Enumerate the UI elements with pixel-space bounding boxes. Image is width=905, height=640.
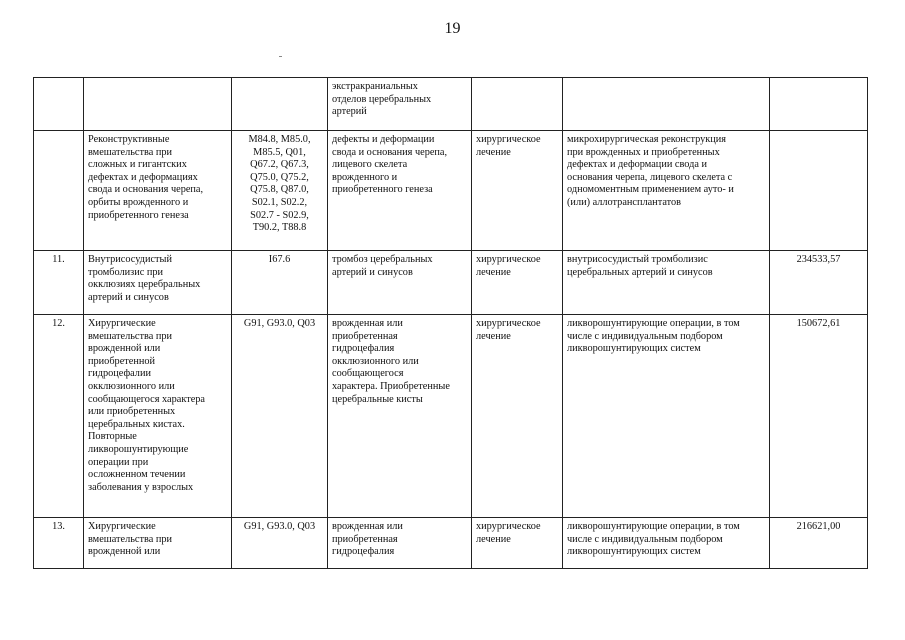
cell-text-line: приобретенной (88, 355, 156, 367)
cell-text-line: дефектах и деформациях (88, 171, 198, 183)
table-row (34, 315, 868, 518)
cost-cell (770, 518, 868, 569)
cost-cell (770, 131, 868, 251)
cell-text: 12. (52, 318, 65, 329)
cell-text-line: T90.2, T88.8 (252, 222, 307, 234)
cell-text-line: церебральных артерий и синусов (567, 266, 713, 278)
treatment-type-cell (472, 315, 563, 518)
cell-text-line: вмешательства при (88, 533, 173, 545)
cell-text-line: G91, G93.0, Q03 (243, 318, 316, 329)
cell-text-line: лечение (476, 146, 511, 158)
treatment-type-cell (472, 131, 563, 251)
cell-text-line: заболевания у взрослых (88, 481, 194, 493)
treatment-method-cell (563, 518, 770, 569)
cell-text-line: при врожденных и приобретенных (567, 146, 720, 158)
cell-text: 13. (52, 521, 65, 532)
cell-text-line: окклюзионного или (88, 380, 175, 392)
cell-text-line: I67.6 (268, 254, 291, 265)
row-number-cell (34, 78, 84, 131)
table-row (34, 78, 868, 131)
cell-text-line: артерий (332, 106, 367, 118)
treatment-type-cell (472, 78, 563, 131)
cell-text-line: хирургическое (476, 318, 541, 329)
table-body (34, 78, 868, 569)
cell-text-line: G91, G93.0, Q03 (243, 521, 316, 532)
cell-text-line: тромбоз церебральных (332, 254, 433, 265)
cell-text-line: основания черепа, лицевого скелета с (567, 171, 733, 183)
treatment-type-cell (472, 251, 563, 315)
cell-text-line: Внутрисосудистый (88, 254, 172, 265)
cell-text-line: ликворошунтирующие операции, в том (567, 318, 740, 329)
table-row (34, 251, 868, 315)
table-row (34, 518, 868, 569)
cost-cell (770, 315, 868, 518)
cell-text: 234533,57 (796, 254, 841, 265)
cell-text-line: сообщающегося характера (88, 393, 206, 405)
cell-text-line: (или) аллотрансплантатов (567, 196, 681, 208)
cell-text-line: экстракраниальных (332, 81, 418, 92)
cell-text-line: вмешательства при (88, 146, 173, 158)
cell-text-line: дефекты и деформации (332, 134, 435, 145)
treatment-method-cell (563, 315, 770, 518)
treatment-method-cell (563, 78, 770, 131)
cell-text: 11. (52, 254, 65, 265)
cell-text: 216621,00 (796, 521, 841, 532)
cell-text-line: внутрисосудистый тромболизис (567, 254, 708, 265)
treatment-method-cell (563, 131, 770, 251)
cell-text-line: гидроцефалии (88, 368, 151, 380)
cell-text-line: орбиты врожденного и (88, 196, 189, 208)
cell-text-line: ликворошунтирующие (88, 443, 189, 455)
cell-text-line: артерий и синусов (88, 291, 169, 303)
icd-codes-cell (232, 78, 328, 131)
cell-text-line: S02.7 - S02.9, (250, 209, 309, 221)
cell-text-line: врожденная или (332, 521, 403, 532)
cell-text-line: Q75.0, Q75.2, (250, 171, 309, 183)
patient-model-cell (328, 131, 472, 251)
cell-text-line: или приобретенных (88, 406, 176, 418)
cell-text-line: свода и основания черепа, (332, 146, 448, 158)
cell-text-line: микрохирургическая реконструкция (567, 134, 727, 145)
patient-model-cell (328, 251, 472, 315)
cell-text-line: врожденная или (332, 318, 403, 329)
cell-text-line: характера. Приобретенные (332, 380, 450, 392)
row-number-cell (34, 315, 84, 518)
patient-model-cell (328, 315, 472, 518)
icd-codes-cell (232, 251, 328, 315)
cell-text-line: Реконструктивные (88, 134, 170, 145)
cell-text-line: окклюзионного или (332, 355, 419, 367)
medical-care-table (33, 77, 868, 569)
scan-mark (279, 56, 282, 57)
cell-text-line: Хирургические (88, 521, 156, 532)
row-number-cell (34, 251, 84, 315)
table-row (34, 131, 868, 251)
cell-text-line: лицевого скелета (332, 159, 408, 171)
cell-text-line: лечение (476, 330, 511, 342)
row-number-cell (34, 131, 84, 251)
cell-text-line: хирургическое (476, 134, 541, 145)
intervention-name-cell (84, 315, 232, 518)
icd-codes-cell (232, 518, 328, 569)
cell-text-line: ликворошунтирующих систем (567, 546, 701, 558)
cell-text-line: тромболизис при (88, 266, 164, 278)
page-number: 19 (444, 20, 461, 37)
cell-text-line: осложненном течении (88, 469, 186, 481)
cell-text-line: S02.1, S02.2, (251, 196, 308, 208)
cell-text-line: Q75.8, Q87.0, (250, 184, 309, 196)
cell-text-line: хирургическое (476, 254, 541, 265)
cell-text-line: гидроцефалия (332, 546, 395, 558)
cell-text-line: окклюзиях церебральных (88, 279, 201, 291)
cell-text-line: приобретенного генеза (88, 209, 189, 221)
cell-text-line: врожденной или (88, 546, 161, 558)
cell-text-line: M85.5, Q01, (253, 146, 306, 158)
cost-cell (770, 78, 868, 131)
cell-text: 150672,61 (796, 318, 841, 329)
cell-text-line: артерий и синусов (332, 266, 413, 278)
cell-text-line: числе с индивидуальным подбором (567, 533, 723, 545)
treatment-type-cell (472, 518, 563, 569)
cost-cell (770, 251, 868, 315)
cell-text-line: Q67.2, Q67.3, (250, 159, 309, 171)
cell-text-line: приобретенная (332, 330, 398, 342)
cell-text-line: Хирургические (88, 318, 156, 329)
cell-text-line: Повторные (88, 431, 137, 443)
intervention-name-cell (84, 518, 232, 569)
cell-text-line: вмешательства при (88, 330, 173, 342)
cell-text-line: церебральных кистах. (88, 418, 185, 430)
cell-text-line: одномоментным применением ауто- и (567, 184, 734, 196)
cell-text-line: лечение (476, 266, 511, 278)
row-number-cell (34, 518, 84, 569)
cell-text-line: хирургическое (476, 521, 541, 532)
cell-text-line: свода и основания черепа, (88, 184, 204, 196)
intervention-name-cell (84, 131, 232, 251)
cell-text-line: дефектах и деформации свода и (567, 159, 708, 171)
cell-text-line: гидроцефалия (332, 343, 395, 355)
cell-text-line: врожденной или (88, 343, 161, 355)
cell-text-line: церебральные кисты (332, 393, 423, 405)
cell-text-line: приобретенного генеза (332, 184, 433, 196)
treatment-method-cell (563, 251, 770, 315)
cell-text-line: сложных и гигантских (88, 159, 187, 171)
icd-codes-cell (232, 315, 328, 518)
cell-text-line: операции при (88, 456, 149, 468)
cell-text-line: M84.8, M85.0, (248, 134, 311, 145)
cell-text-line: сообщающегося (332, 368, 404, 380)
cell-text-line: врожденного и (332, 171, 398, 183)
cell-text-line: отделов церебральных (332, 93, 432, 105)
cell-text-line: ликворошунтирующие операции, в том (567, 521, 740, 532)
intervention-name-cell (84, 78, 232, 131)
cell-text-line: лечение (476, 533, 511, 545)
patient-model-cell (328, 78, 472, 131)
cell-text-line: ликворошунтирующих систем (567, 343, 701, 355)
icd-codes-cell (232, 131, 328, 251)
cell-text-line: приобретенная (332, 533, 398, 545)
cell-text-line: числе с индивидуальным подбором (567, 330, 723, 342)
intervention-name-cell (84, 251, 232, 315)
patient-model-cell (328, 518, 472, 569)
